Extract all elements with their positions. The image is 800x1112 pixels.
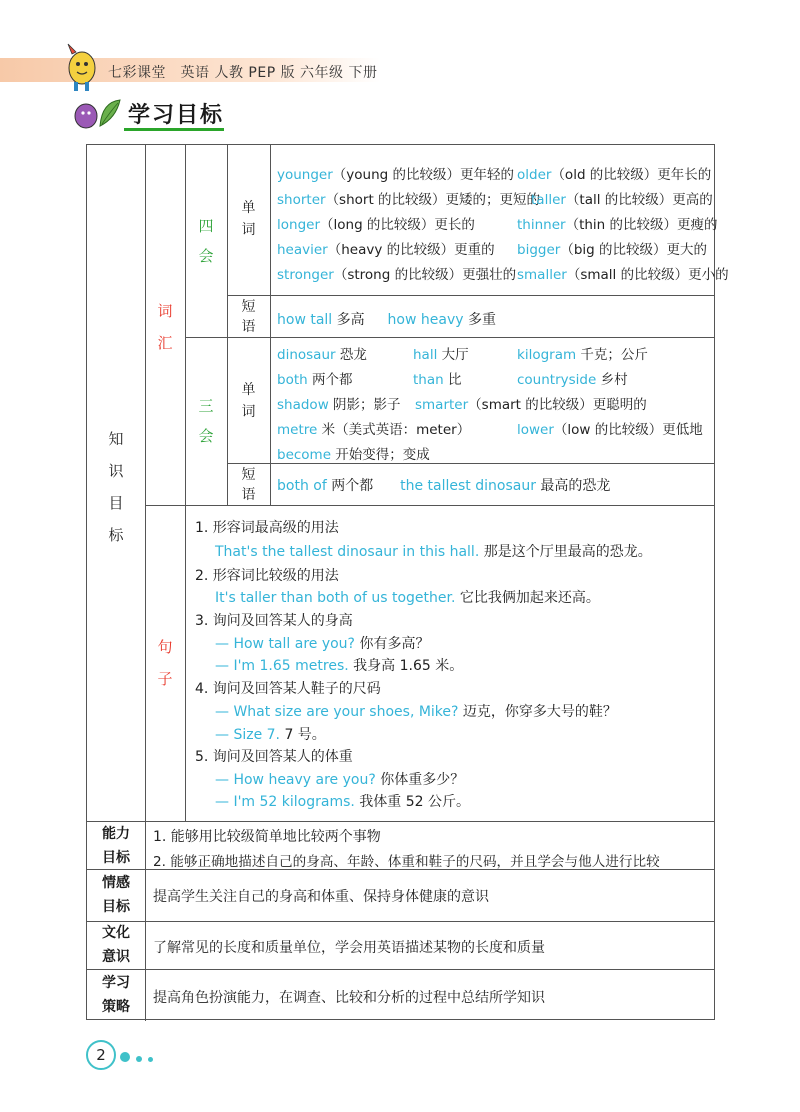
section-title-text: 学习目标 — [128, 103, 225, 128]
sentence-line: — I'm 52 kilograms. 我体重 52 公斤。 — [215, 794, 471, 810]
emotion-text: 提高学生关注自己的身高和体重、保持身体健康的意识 — [153, 889, 489, 905]
four-word-label: 单 词 — [241, 200, 256, 238]
list-item: older（old 的比较级）更年长的 — [517, 167, 712, 183]
decor-dot — [136, 1056, 142, 1062]
sentence-line: — How heavy are you? 你体重多少？ — [215, 772, 465, 788]
list-item: younger（young 的比较级）更年轻的 — [277, 167, 515, 183]
three-skill-label: 三 会 — [198, 397, 214, 445]
list-item: heavier（heavy 的比较级）更重的 — [277, 242, 495, 258]
list-item: kilogram 千克；公斤 — [517, 347, 648, 363]
ability-label: 能力 目标 — [102, 826, 130, 866]
list-item: lower（low 的比较级）更低地 — [517, 422, 703, 438]
list-item: thinner（thin 的比较级）更瘦的 — [517, 217, 718, 233]
list-item: shadow 阴影；影子 — [277, 397, 401, 413]
list-item: countryside 乡村 — [517, 372, 628, 388]
list-item: smaller（small 的比较级）更小的 — [517, 267, 729, 283]
three-phrase-label: 短 语 — [241, 467, 256, 503]
sentence-heading: 3. 询问及回答某人的身高 — [195, 613, 353, 629]
title-underline — [124, 128, 224, 131]
knowledge-label: 知 识 目 标 — [108, 430, 124, 544]
culture-text: 了解常见的长度和质量单位，学会用英语描述某物的长度和质量 — [153, 940, 545, 956]
emotion-label: 情感 目标 — [102, 875, 130, 915]
list-item: dinosaur 恐龙 — [277, 347, 367, 363]
list-item: metre 米（美式英语：meter） — [277, 422, 471, 438]
mascot-icon — [60, 42, 102, 92]
four-skill-label: 四 会 — [198, 217, 214, 265]
sentence-heading: 1. 形容词最高级的用法 — [195, 520, 339, 536]
sentence-line: It's taller than both of us together. 它比我俩加起来还高。 — [215, 590, 600, 606]
sentence-line: — What size are your shoes, Mike? 迈克，你穿多大号的鞋？ — [215, 704, 617, 720]
list-item: taller（tall 的比较级）更高的 — [531, 192, 713, 208]
four-phrases: how tall 多高 how heavy 多重 — [277, 312, 496, 328]
sentence-line: — I'm 1.65 metres. 我身高 1.65 米。 — [215, 658, 464, 674]
strategy-text: 提高角色扮演能力，在调查、比较和分析的过程中总结所学知识 — [153, 990, 545, 1006]
list-item: bigger（big 的比较级）更大的 — [517, 242, 708, 258]
sentence-label: 句 子 — [157, 638, 173, 688]
list-item: stronger（strong 的比较级）更强壮的 — [277, 267, 517, 283]
sentence-line: That's the tallest dinosaur in this hall. 那是这个厅里最高的恐龙。 — [215, 544, 652, 560]
four-phrase-label: 短 语 — [241, 299, 256, 335]
ability-line-2: 2. 能够正确地描述自己的身高、年龄、体重和鞋子的尺码，并且学会与他人进行比较 — [153, 854, 660, 870]
ability-line-1: 1. 能够用比较级简单地比较两个事物 — [153, 829, 381, 845]
sentence-heading: 5. 询问及回答某人的体重 — [195, 749, 353, 765]
sentence-heading: 2. 形容词比较级的用法 — [195, 568, 339, 584]
list-item: shorter（short 的比较级）更矮的；更短的 — [277, 192, 541, 208]
list-item: become 开始变得；变成 — [277, 447, 430, 463]
page-number: 2 — [86, 1040, 116, 1070]
list-item: than 比 — [413, 372, 462, 388]
three-word-label: 单 词 — [241, 382, 256, 420]
list-item: hall 大厅 — [413, 347, 469, 363]
decor-dot — [148, 1057, 153, 1062]
sentence-line: — How tall are you? 你有多高？ — [215, 636, 430, 652]
list-item: smarter（smart 的比较级）更聪明的 — [415, 397, 647, 413]
culture-label: 文化 意识 — [102, 925, 130, 965]
cartoon-leaf-icon — [72, 96, 124, 130]
three-phrases: both of 两个都 the tallest dinosaur 最高的恐龙 — [277, 478, 611, 494]
vocab-label: 词 汇 — [157, 302, 173, 352]
decor-dot — [120, 1052, 130, 1062]
sentence-heading: 4. 询问及回答某人鞋子的尺码 — [195, 681, 381, 697]
objectives-table — [86, 144, 729, 1020]
list-item: both 两个都 — [277, 372, 353, 388]
strategy-label: 学习 策略 — [102, 975, 130, 1015]
list-item: longer（long 的比较级）更长的 — [277, 217, 475, 233]
sentence-line: — Size 7. 7 号。 — [215, 727, 326, 743]
header-text: 七彩课堂 英语 人教 PEP 版 六年级 下册 — [108, 65, 378, 81]
